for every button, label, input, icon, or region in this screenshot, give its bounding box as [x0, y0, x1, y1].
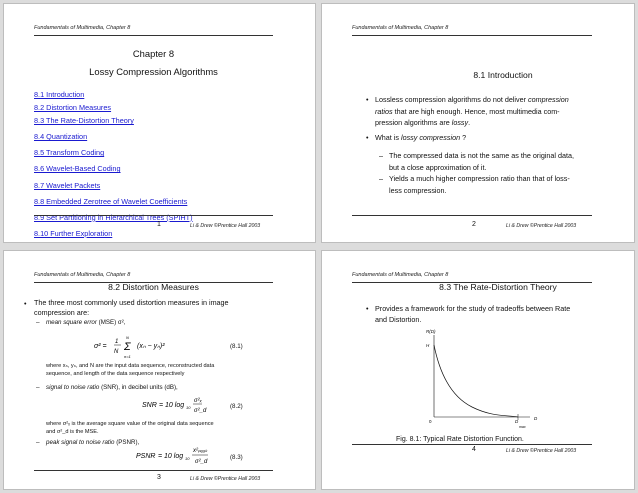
dash: – — [36, 439, 40, 446]
footer-rule — [34, 215, 273, 216]
bullet-text: What is lossy compression ? — [375, 133, 467, 142]
snr-equation — [142, 393, 222, 419]
slide-header: Fundamentals of Multimedia, Chapter 8 — [352, 25, 449, 31]
copyright: Li & Drew ©Prentice Hall 2003 — [190, 476, 261, 482]
bullet-text: The three most commonly used distortion measures in image compression are: — [34, 298, 229, 317]
svg-text:SNR: SNR — [142, 402, 157, 409]
copyright: Li & Drew ©Prentice Hall 2003 — [506, 448, 577, 454]
toc-link-8-1[interactable]: 8.1 Introduction — [34, 90, 85, 99]
sub-bullet-text: The compressed data is not the same as the original data, but a close approximation of it. — [389, 151, 574, 172]
svg-text:10: 10 — [185, 456, 190, 461]
toc-link-8-7[interactable]: 8.7 Wavelet Packets — [34, 180, 101, 190]
toc-link-8-10[interactable]: 8.10 Further Exploration — [34, 228, 113, 238]
equation-number: (8.3) — [230, 454, 243, 461]
equation-number: (8.2) — [230, 403, 243, 410]
snr-label: signal to noise ratio (SNR), in decibel units (dB), — [46, 384, 178, 391]
x-tick-subscript: max — [519, 425, 526, 429]
copyright: Li & Drew ©Prentice Hall 2003 — [190, 223, 261, 229]
svg-text:1: 1 — [115, 339, 119, 345]
slide-title: 8.2 Distortion Measures — [108, 282, 199, 292]
svg-text:n=1: n=1 — [124, 354, 131, 359]
toc-link-8-6[interactable]: 8.6 Wavelet-Based Coding — [34, 164, 121, 174]
header-rule — [34, 35, 273, 36]
toc-link-8-8[interactable]: 8.8 Embedded Zerotree of Wavelet Coefficients — [34, 196, 188, 206]
footer-rule — [352, 215, 592, 216]
svg-text:10: 10 — [186, 405, 191, 410]
slide-header: Fundamentals of Multimedia, Chapter 8 — [34, 25, 131, 31]
y-axis-label: R(D) — [426, 329, 436, 334]
bullet-text: Provides a framework for the study of tradeoffs between Rate and Distortion. — [375, 304, 571, 324]
table-of-contents — [34, 88, 193, 240]
slide-header: Fundamentals of Multimedia, Chapter 8 — [352, 272, 449, 278]
toc-link-8-2[interactable]: 8.2 Distortion Measures — [34, 103, 112, 113]
svg-text:σ² =: σ² = — [94, 343, 107, 350]
copyright: Li & Drew ©Prentice Hall 2003 — [506, 223, 577, 229]
psnr-equation — [136, 444, 226, 468]
bullet: • — [366, 95, 369, 104]
bullet: • — [24, 299, 27, 308]
rd-curve — [434, 345, 518, 417]
svg-text:σ²_d: σ²_d — [194, 408, 207, 414]
footer-rule — [352, 444, 592, 445]
origin-label: 0 — [429, 419, 432, 424]
bullet-text: Lossless compression algorithms do not deliver compression ratios that are high enough. Hence, most multimedia com- pression algorithms are lossy. — [375, 95, 569, 127]
mse-note: where xₙ, yₙ, and N are the input data sequence, reconstructed data sequence, and length of the data sequence respectively — [46, 363, 215, 377]
page-number: 4 — [472, 446, 476, 453]
svg-text:Σ: Σ — [124, 341, 131, 353]
chapter-title: Lossy Compression Algorithms — [89, 66, 218, 77]
chapter-label: Chapter 8 — [132, 48, 175, 59]
equation-number: (8.1) — [230, 343, 243, 350]
toc-link-8-3[interactable]: 8.3 The Rate-Distortion Theory — [34, 116, 134, 126]
svg-text:x²ₚₑₐₖ: x²ₚₑₐₖ — [193, 448, 208, 454]
page-number: 1 — [157, 221, 161, 228]
slide-header: Fundamentals of Multimedia, Chapter 8 — [34, 272, 131, 278]
svg-text:= 10 log: = 10 log — [159, 402, 185, 409]
mse-label: mean square error (MSE) σ², — [46, 319, 126, 326]
psnr-label: peak signal to noise ratio (PSNR), — [46, 439, 140, 446]
dash: – — [379, 151, 383, 160]
y-tick-label: H — [426, 343, 430, 348]
toc-link-8-5[interactable]: 8.5 Transform Coding — [34, 148, 105, 158]
slide-title: 8.3 The Rate-Distortion Theory — [439, 282, 557, 292]
mse-equation — [94, 333, 204, 361]
figure-caption: Fig. 8.1: Typical Rate Distortion Function. — [396, 436, 524, 443]
svg-text:N: N — [114, 349, 119, 355]
svg-text:N: N — [126, 335, 129, 340]
x-tick-label: D — [515, 419, 519, 424]
svg-text:= 10 log: = 10 log — [158, 453, 184, 460]
sub-bullet-text: Yields a much higher compression ratio than that of loss- less compression. — [389, 174, 570, 195]
svg-text:σ²ₓ: σ²ₓ — [194, 398, 202, 404]
header-rule — [352, 35, 592, 36]
slide-title: 8.1 Introduction — [473, 70, 533, 80]
bullet: • — [366, 304, 369, 313]
bullet: • — [366, 133, 369, 142]
snr-note: where σ²ₓ is the average square value of the original data sequence and σ²_d is the MSE. — [46, 421, 214, 435]
dash: – — [36, 384, 40, 391]
page-number: 3 — [157, 474, 161, 481]
dash: – — [36, 319, 40, 326]
rate-distortion-plot — [412, 325, 582, 435]
page-number: 2 — [472, 221, 476, 228]
svg-text:σ²_d: σ²_d — [195, 459, 208, 465]
slide-2 — [321, 3, 635, 243]
toc-link-8-4[interactable]: 8.4 Quantization — [34, 132, 88, 142]
toc-link-8-9[interactable]: 8.9 Set Partitioning in Hierarchical Trees (SPIHT) — [34, 212, 193, 222]
slide-1 — [3, 3, 316, 243]
x-axis-label: D — [534, 416, 538, 421]
svg-text:PSNR: PSNR — [136, 453, 156, 460]
dash: – — [379, 174, 383, 183]
slide-4 — [321, 250, 635, 490]
footer-rule — [34, 470, 273, 471]
slide-3 — [3, 250, 316, 490]
svg-text:(xₙ − yₙ)²: (xₙ − yₙ)² — [137, 343, 165, 350]
